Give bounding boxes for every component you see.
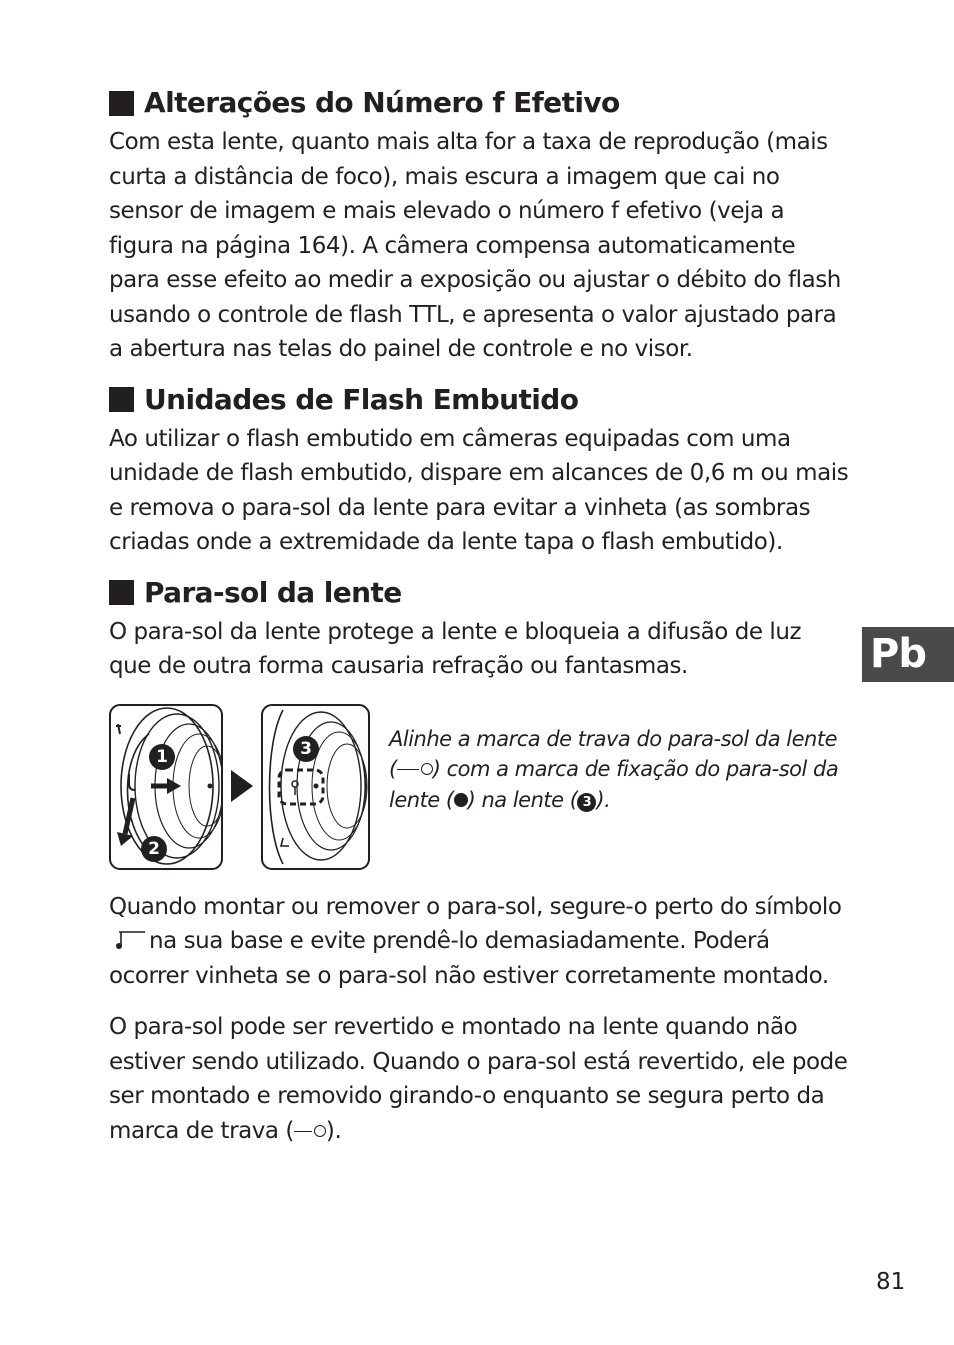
lock-mark-icon (314, 1125, 326, 1137)
page-number: 81 (876, 1269, 906, 1295)
lock-mark-icon (421, 763, 433, 775)
step-number-icon: 3 (293, 736, 319, 762)
step-number-icon: 1 (149, 744, 175, 770)
paragraph-reversing (109, 1010, 849, 1148)
step-number-icon: 2 (141, 836, 167, 862)
caption-part: ) na lente ( (467, 787, 578, 812)
mount-dot-icon (454, 793, 468, 807)
caption-part: ) com a marca de fixação do para-sol da lente ( (389, 757, 839, 812)
paragraph-mounting (109, 890, 849, 994)
section-heading-lens-hood (109, 574, 849, 612)
paragraph-built-in-flash: Ao utilizar o flash embutido em câmeras equipadas com uma unidade de flash embutido, dispare em alcances de 0,6 m ou mais e remova o para-sol da lente para evitar a vinheta (as sombras criadas onde a extremidade da lente tapa o flash embutido). (109, 425, 849, 555)
arrow-right-icon (227, 768, 255, 804)
hood-aligned-illustration (261, 704, 371, 870)
paragraph-effective-f-number: Com esta lente, quanto mais alta for a taxa de reprodução (mais curta a distância de foco), mais escura a imagem que cai no sensor de imagem e mais elevado o número f efetivo (veja a figura na página 164). A câmera compensa automaticamente para esse efeito ao medir a exposição ou ajustar o débito do flash usando o controle de flash TTL, e apresenta o valor ajustado para a abertura nas telas do painel de controle e no visor. (109, 129, 841, 362)
lock-mark-icon (397, 769, 419, 770)
square-bullet-icon (109, 91, 134, 116)
square-bullet-icon (109, 580, 134, 605)
figure-caption (389, 724, 849, 816)
lens-hood-figure (109, 704, 849, 874)
text-reverse: O para-sol pode ser revertido e montado na lente quando não estiver sendo utilizado. Quando o para-sol está revertido, ele pode ser montado e removido girando-o enquanto se segura perto da marca de trava ( (109, 1014, 848, 1144)
section-heading-effective-f-number (109, 84, 849, 122)
step-number-icon: 3 (577, 793, 596, 812)
paragraph-lens-hood: O para-sol da lente protege a lente e bloqueia a difusão de luz que de outra forma causaria refração ou fantasmas. (109, 618, 802, 679)
heading-text: Alterações do Número f Efetivo (144, 86, 620, 119)
caption-part: ). (596, 787, 611, 812)
caption-part: Alinhe a marca de trava do para-sol da lente ( (389, 726, 837, 781)
text-closing: ). (325, 1117, 342, 1144)
section-heading-built-in-flash (109, 381, 849, 419)
language-tab: Pb (862, 627, 954, 682)
heading-text: Unidades de Flash Embutido (144, 382, 579, 416)
text-after-symbol: na sua base e evite prendê-lo demasiadamente. Poderá ocorrer vinheta se o para-sol não estiver corretamente montado. (109, 928, 829, 989)
page-content (109, 84, 849, 1148)
text-before-symbol: Quando montar ou remover o para-sol, segure-o perto do símbolo (109, 893, 842, 920)
lock-mark-icon (294, 1131, 312, 1132)
heading-text: Para-sol da lente (144, 575, 402, 609)
square-bullet-icon (109, 387, 134, 412)
hood-symbol-icon (115, 930, 147, 950)
